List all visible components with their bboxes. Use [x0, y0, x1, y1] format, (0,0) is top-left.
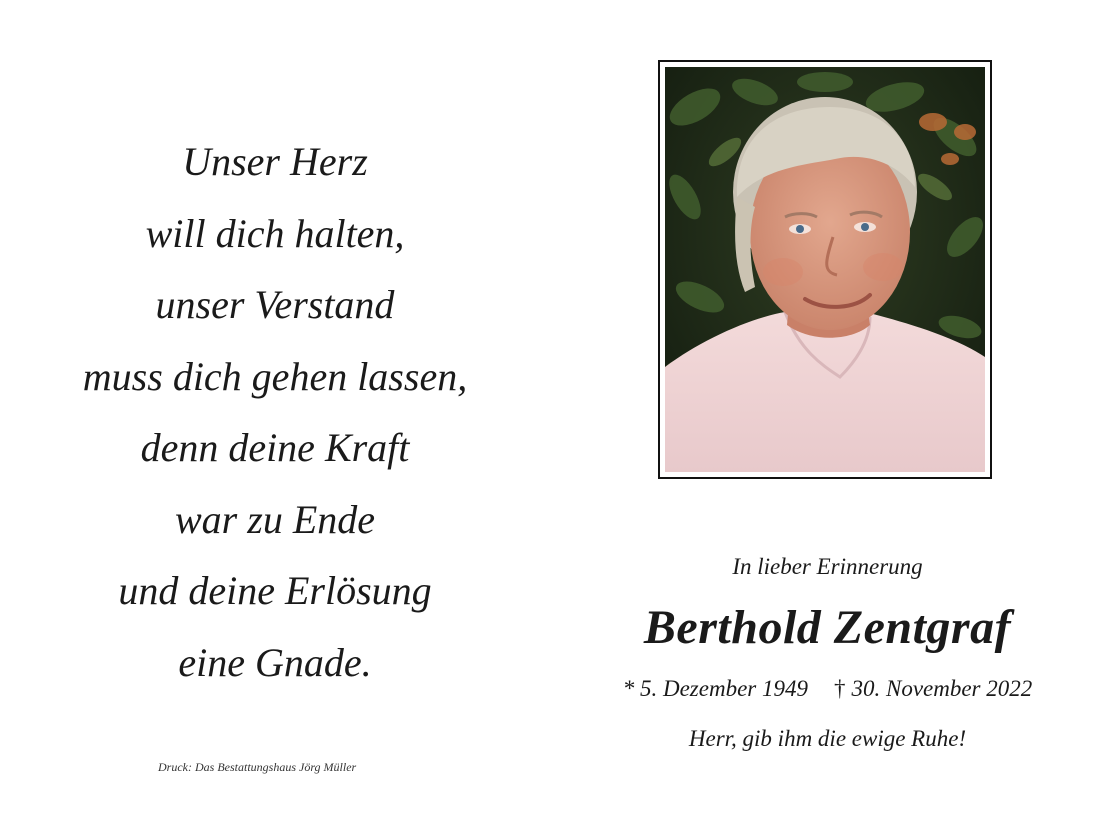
poem-line: denn deine Kraft	[140, 425, 410, 470]
poem-line: war zu Ende	[175, 496, 375, 542]
birth-date: * 5. Dezember 1949	[622, 676, 808, 701]
poem-line: eine Gnade.	[178, 639, 372, 685]
poem-line: und deine Erlösung	[118, 568, 432, 613]
life-dates	[590, 676, 1065, 702]
poem-line: Unser Herz	[182, 139, 368, 184]
memorial-heading: In lieber Erinnerung	[732, 554, 923, 579]
deceased-name: Berthold Zentgraf	[643, 601, 1012, 654]
prayer-line: Herr, gib ihm die ewige Ruhe!	[688, 726, 967, 751]
death-cross-icon: †	[833, 676, 846, 701]
poem-line: muss dich gehen lassen,	[82, 353, 468, 399]
poem-line: will dich halten,	[145, 210, 405, 256]
death-date: 30. November 2022	[851, 676, 1033, 701]
printer-credit: Druck: Das Bestattungshaus Jörg Müller	[158, 760, 357, 774]
poem	[40, 126, 510, 698]
portrait-photo-frame	[658, 60, 992, 479]
poem-line: unser Verstand	[155, 282, 395, 327]
portrait-photo	[665, 67, 985, 472]
